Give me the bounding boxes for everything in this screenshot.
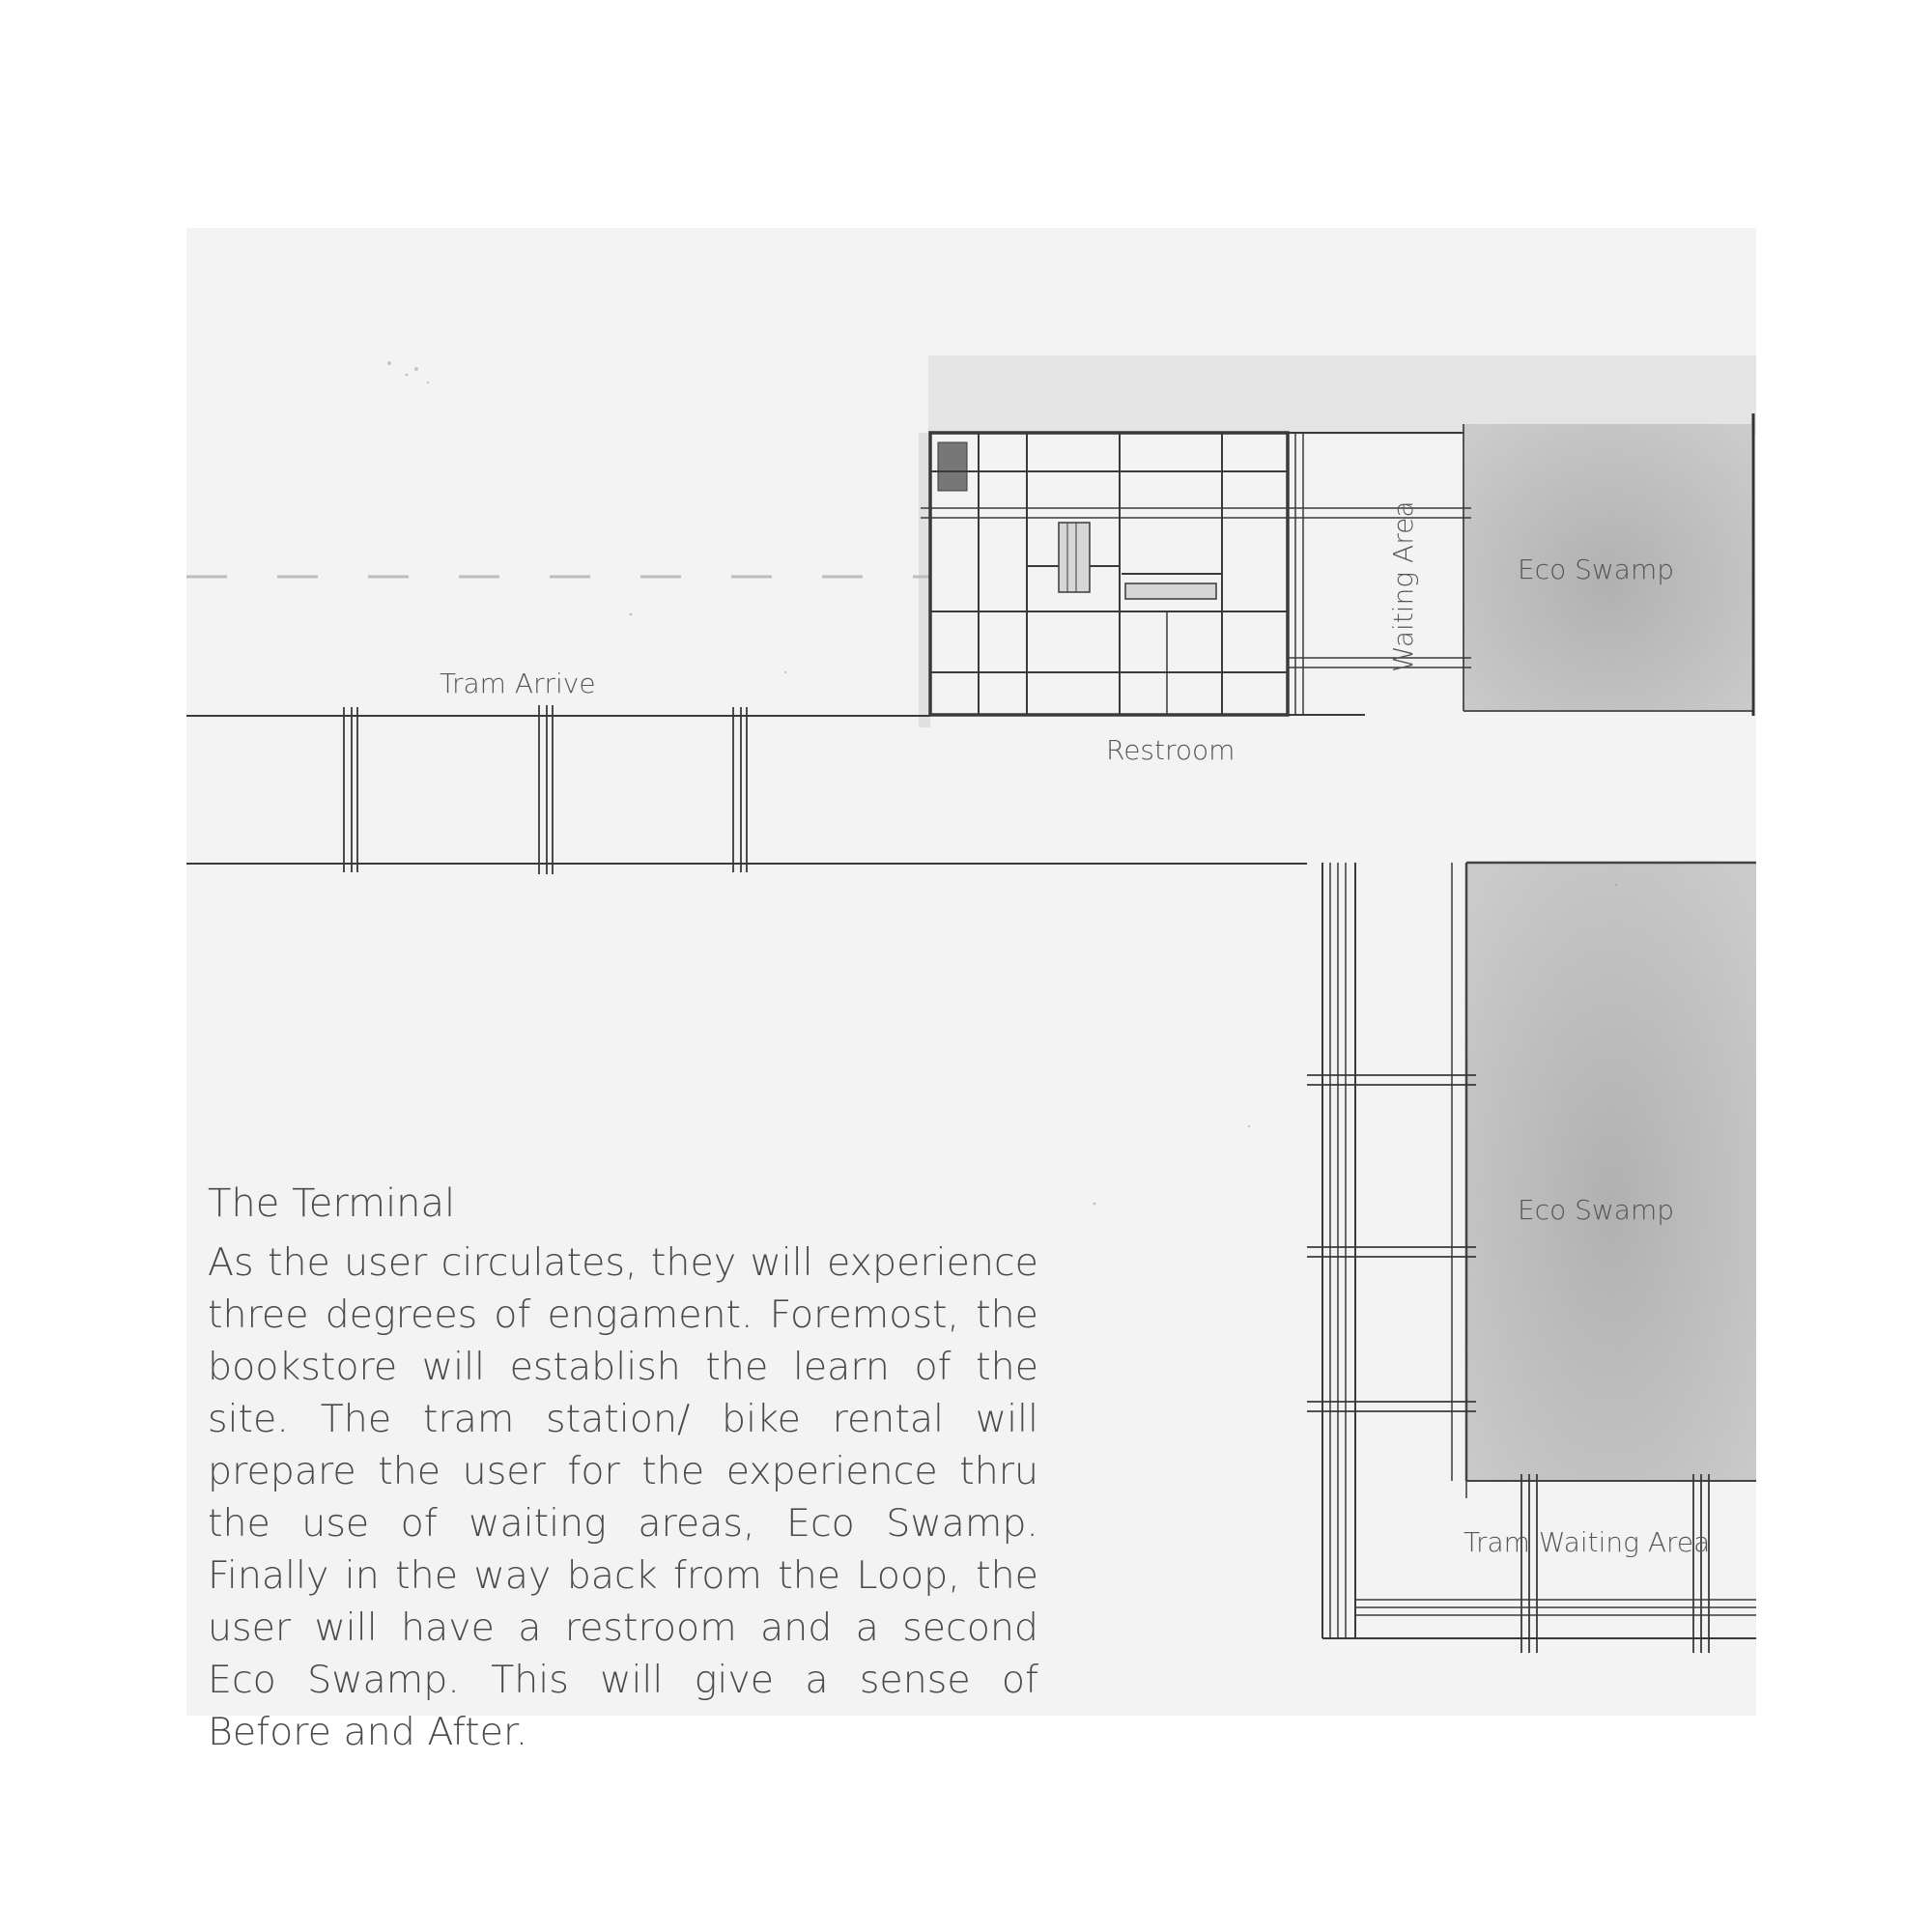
label-eco-swamp-top: Eco Swamp bbox=[1518, 554, 1674, 585]
label-waiting-area: Waiting Area bbox=[1387, 500, 1419, 672]
label-tram-arrive: Tram Arrive bbox=[440, 668, 596, 699]
shading-hatch-left bbox=[919, 433, 930, 727]
label-restroom: Restroom bbox=[1106, 734, 1236, 766]
shading-hatch-top bbox=[928, 355, 1756, 435]
tram-track bbox=[186, 705, 1307, 874]
description-title: The Terminal bbox=[208, 1181, 456, 1226]
eco-swamp-bottom-area bbox=[1466, 863, 1756, 1481]
pencil-smudges bbox=[387, 361, 1618, 1206]
label-eco-swamp-bottom: Eco Swamp bbox=[1518, 1194, 1674, 1226]
label-tram-waiting-area: Tram Waiting Area bbox=[1463, 1526, 1711, 1558]
plan-drawing-sheet bbox=[186, 228, 1756, 1754]
description-body: As the user circulates, they will experience three degrees of engament. Foremost, the bookstore will establish the learn of the site. The tram station/ bike rental will prepare the user for the experience thru the use of waiting areas, Eco Swamp. Finally in the way back from the Loop, the user will have a restroom and a second Eco Swamp. This will give a sense of Before and After. bbox=[208, 1240, 1038, 1754]
